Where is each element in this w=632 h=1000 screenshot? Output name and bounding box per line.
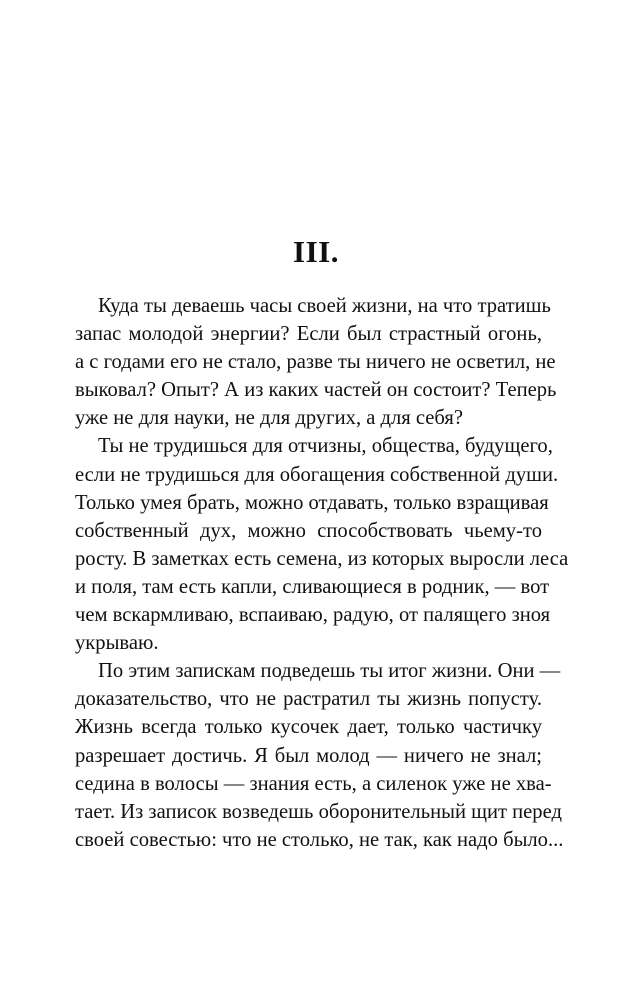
text-line: Ты не трудишься для отчизны, общества, будущего, [98,435,553,458]
paragraph [75,657,564,854]
text-line: и поля, там есть капли, сливающиеся в родник, — вот [75,575,550,598]
text-line: чем вскармливаю, вспаиваю, радую, от палящего зноя [75,604,551,627]
text-line: Только умея брать, можно отдавать, только взращивая [75,491,549,514]
text-line: выковал? Опыт? А из каких частей он состоит? Теперь [75,379,557,402]
text-line: укрываю. [75,632,159,655]
text-line: если не трудишься для обогащения собственной души. [75,463,559,486]
text-line: По этим запискам подведешь ты итог жизни. Они — [98,660,561,683]
chapter-heading: III. [293,234,339,269]
text-line: Жизнь всегда только кусочек дает, только частичку [75,716,542,739]
text-line: тает. Из записок возведешь оборонительный щит перед [75,800,562,823]
paragraph [75,432,569,657]
text-line: собственный дух, можно способствовать чьему-то [75,519,542,542]
text-line: седина в волосы — знания есть, а силенок уже не хва- [75,772,552,795]
text-line: разрешает достичь. Я был молод — ничего не знал; [75,744,542,767]
text-line: доказательство, что не растратил ты жизнь попусту. [75,688,542,711]
text-line: а с годами его не стало, разве ты ничего не осветил, не [75,351,556,374]
text-line: уже не для науки, не для других, а для себя? [75,407,464,430]
body-text [75,292,569,854]
text-line: Куда ты деваешь часы своей жизни, на что тратишь [98,295,551,317]
text-line: своей совестью: что не столько, не так, как надо было... [75,828,564,851]
text-line: запас молодой энергии? Если был страстный огонь, [75,323,542,346]
text-line: росту. В заметках есть семена, из которых выросли леса [75,547,569,570]
paragraph [75,292,557,432]
